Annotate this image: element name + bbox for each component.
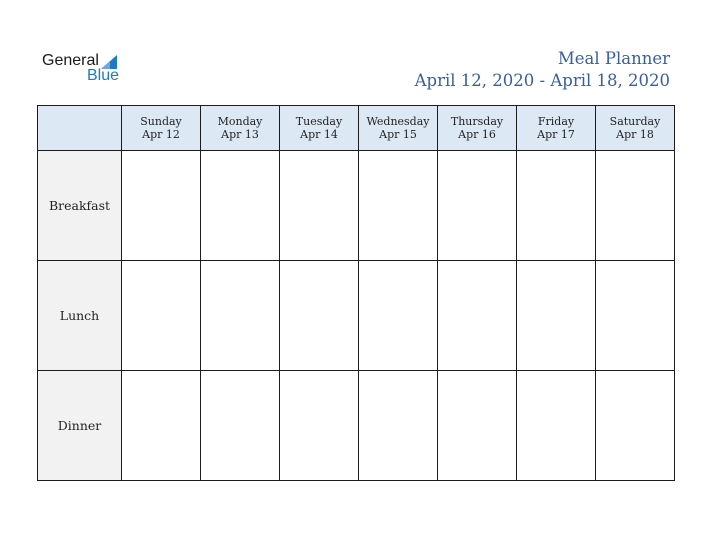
day-header-wednesday <box>359 106 438 151</box>
corner-cell <box>38 106 122 151</box>
day-date: Apr 16 <box>458 128 496 141</box>
day-header-monday <box>201 106 280 151</box>
meal-cell[interactable] <box>596 151 675 261</box>
meal-cell[interactable] <box>438 261 517 371</box>
day-header-saturday <box>596 106 675 151</box>
day-date: Apr 17 <box>537 128 575 141</box>
day-name: Monday <box>217 115 263 128</box>
logo-text-blue: Blue <box>87 67 120 84</box>
day-header-friday <box>517 106 596 151</box>
day-date: Apr 15 <box>379 128 417 141</box>
meal-row-lunch <box>38 261 675 371</box>
day-name: Friday <box>537 115 575 128</box>
meal-cell[interactable] <box>201 151 280 261</box>
meal-planner-table <box>37 105 675 481</box>
meal-cell[interactable] <box>122 261 201 371</box>
meal-row-breakfast <box>38 151 675 261</box>
meal-cell[interactable] <box>517 151 596 261</box>
meal-row-dinner <box>38 371 675 481</box>
meal-cell[interactable] <box>517 371 596 481</box>
meal-cell[interactable] <box>596 371 675 481</box>
day-name: Tuesday <box>295 115 343 128</box>
meal-label-dinner: Dinner <box>38 371 122 481</box>
meal-cell[interactable] <box>122 371 201 481</box>
logo-text-general: General <box>42 52 99 69</box>
day-header-sunday <box>122 106 201 151</box>
meal-label-lunch: Lunch <box>38 261 122 371</box>
page-title: Meal Planner <box>557 49 670 68</box>
meal-cell[interactable] <box>438 371 517 481</box>
day-name: Sunday <box>140 115 182 128</box>
meal-cell[interactable] <box>517 261 596 371</box>
brand-logo <box>42 52 132 86</box>
meal-cell[interactable] <box>201 371 280 481</box>
day-name: Thursday <box>450 115 504 128</box>
meal-cell[interactable] <box>359 261 438 371</box>
day-date: Apr 12 <box>142 128 180 141</box>
day-name: Wednesday <box>366 115 430 128</box>
meal-cell[interactable] <box>201 261 280 371</box>
meal-cell[interactable] <box>438 151 517 261</box>
date-range: April 12, 2020 - April 18, 2020 <box>414 71 670 90</box>
meal-cell[interactable] <box>359 151 438 261</box>
day-header-tuesday <box>280 106 359 151</box>
meal-cell[interactable] <box>359 371 438 481</box>
day-header-row <box>38 106 675 151</box>
meal-cell[interactable] <box>596 261 675 371</box>
meal-cell[interactable] <box>122 151 201 261</box>
meal-cell[interactable] <box>280 151 359 261</box>
day-date: Apr 18 <box>616 128 654 141</box>
meal-label-breakfast: Breakfast <box>38 151 122 261</box>
day-name: Saturday <box>609 115 661 128</box>
day-date: Apr 13 <box>221 128 259 141</box>
day-date: Apr 14 <box>300 128 338 141</box>
meal-cell[interactable] <box>280 371 359 481</box>
meal-cell[interactable] <box>280 261 359 371</box>
day-header-thursday <box>438 106 517 151</box>
